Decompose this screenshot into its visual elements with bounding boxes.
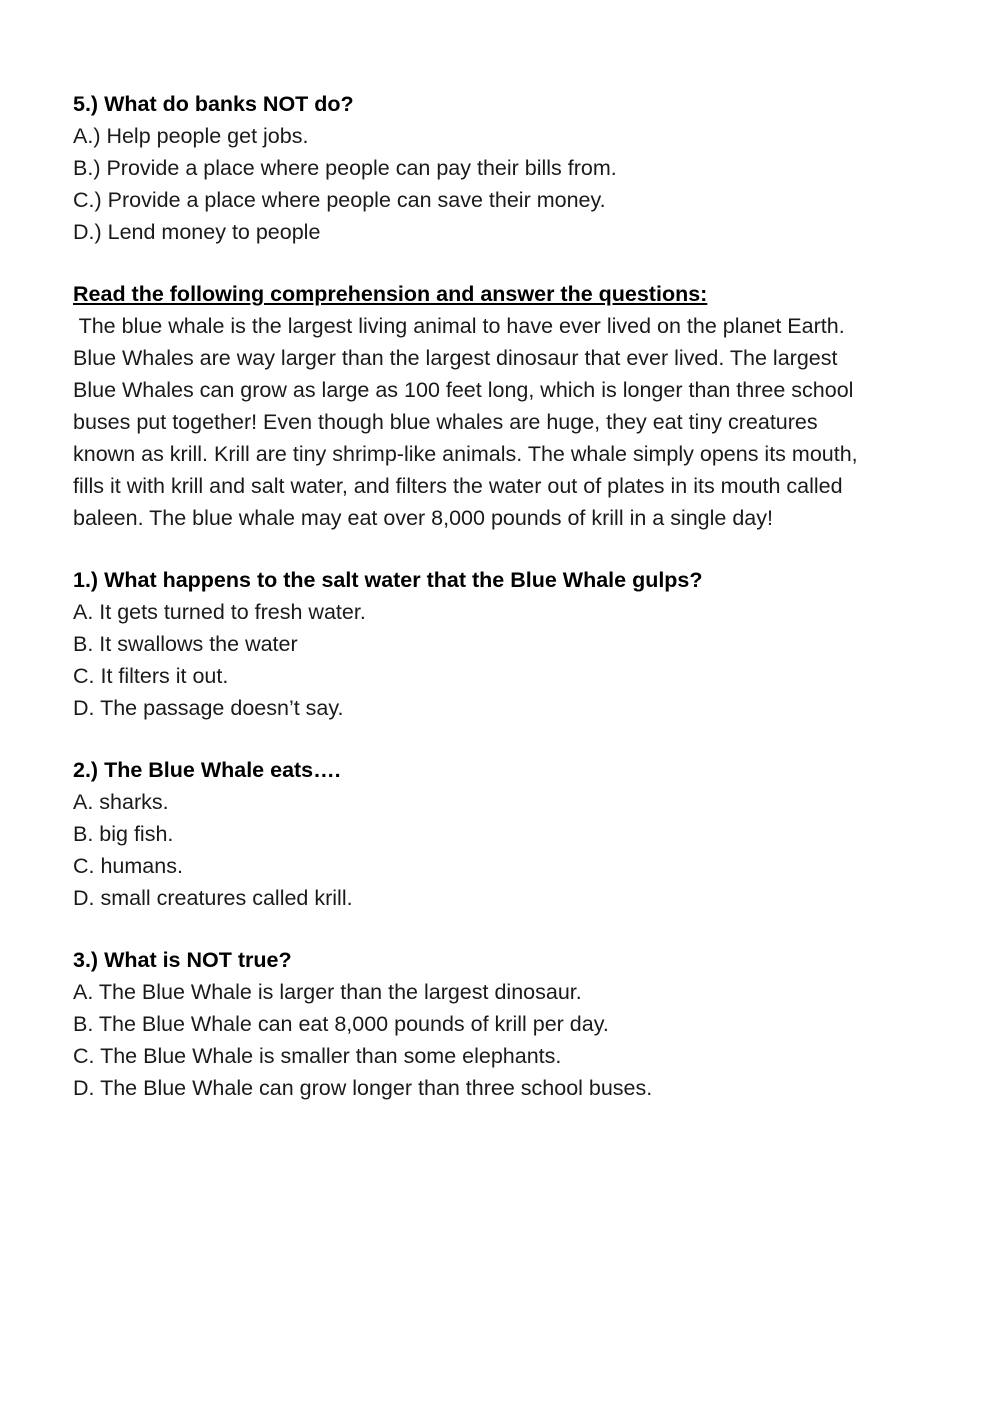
question-block-5	[73, 88, 948, 248]
question-3-heading: 3.) What is NOT true?	[73, 948, 292, 972]
comprehension-block	[73, 278, 948, 534]
question-block-2	[73, 754, 948, 914]
question-5-option-c: C.) Provide a place where people can save their money.	[73, 188, 606, 212]
question-5-option-d: D.) Lend money to people	[73, 220, 321, 244]
question-1-option-c: C. It filters it out.	[73, 664, 229, 688]
question-block-3	[73, 944, 948, 1104]
question-2-option-b: B. big fish.	[73, 822, 174, 846]
passage-line: Blue Whales can grow as large as 100 feet long, which is longer than three school	[73, 378, 854, 402]
question-3-option-c: C. The Blue Whale is smaller than some elephants.	[73, 1044, 562, 1068]
question-2-heading: 2.) The Blue Whale eats….	[73, 758, 341, 782]
question-block-1	[73, 564, 948, 724]
section-spacer	[73, 724, 948, 754]
question-1-option-a: A. It gets turned to fresh water.	[73, 600, 366, 624]
question-5-option-b: B.) Provide a place where people can pay their bills from.	[73, 156, 617, 180]
question-2-option-a: A. sharks.	[73, 790, 169, 814]
passage-line: baleen. The blue whale may eat over 8,000 pounds of krill in a single day!	[73, 506, 773, 530]
question-2-option-c: C. humans.	[73, 854, 183, 878]
passage-line: The blue whale is the largest living animal to have ever lived on the planet Earth.	[73, 314, 845, 338]
question-3-option-d: D. The Blue Whale can grow longer than three school buses.	[73, 1076, 653, 1100]
question-3-option-b: B. The Blue Whale can eat 8,000 pounds of krill per day.	[73, 1012, 609, 1036]
passage-line: Blue Whales are way larger than the largest dinosaur that ever lived. The largest	[73, 346, 838, 370]
question-5-heading: 5.) What do banks NOT do?	[73, 92, 354, 116]
section-spacer	[73, 914, 948, 944]
question-1-option-b: B. It swallows the water	[73, 632, 298, 656]
passage-line: known as krill. Krill are tiny shrimp-like animals. The whale simply opens its mouth,	[73, 442, 858, 466]
section-spacer	[73, 534, 948, 564]
question-3-option-a: A. The Blue Whale is larger than the largest dinosaur.	[73, 980, 582, 1004]
question-2-option-d: D. small creatures called krill.	[73, 886, 353, 910]
passage-line: buses put together! Even though blue whales are huge, they eat tiny creatures	[73, 410, 818, 434]
question-1-option-d: D. The passage doesn’t say.	[73, 696, 344, 720]
comprehension-heading: Read the following comprehension and answer the questions:	[73, 282, 708, 306]
passage-line: fills it with krill and salt water, and filters the water out of plates in its mouth called	[73, 474, 843, 498]
section-spacer	[73, 248, 948, 278]
question-5-option-a: A.) Help people get jobs.	[73, 124, 309, 148]
question-1-heading: 1.) What happens to the salt water that the Blue Whale gulps?	[73, 568, 703, 592]
